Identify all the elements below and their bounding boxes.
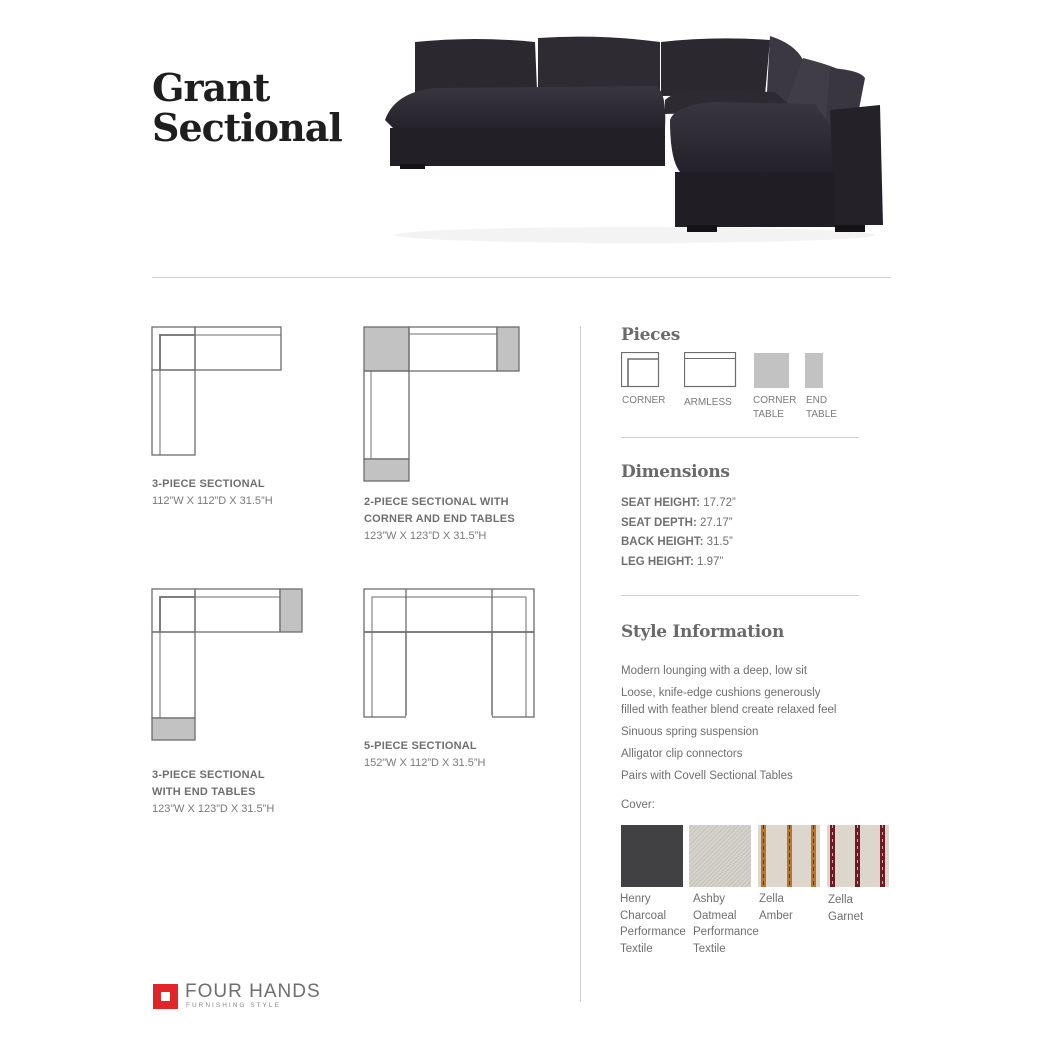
pieces-heading: Pieces — [621, 325, 680, 345]
end-table-icon — [805, 353, 823, 388]
style-features-list — [621, 663, 836, 785]
cover-name-line: Zella — [828, 894, 853, 906]
piece-label-corner-table — [753, 394, 796, 422]
feature-item: Loose, knife-edge cushions generously — [621, 687, 821, 699]
cover-name-line: Zella — [759, 893, 784, 905]
cover-name-line: Textile — [693, 942, 726, 955]
config-title-line: 3-PIECE SECTIONAL — [152, 769, 265, 781]
corner-piece-icon — [621, 352, 661, 389]
config-5-piece-sectional — [364, 738, 485, 772]
config-title: 5-PIECE SECTIONAL — [364, 740, 477, 752]
dimension-label: LEG HEIGHT: — [621, 555, 694, 568]
config-dimensions: 152”W X 112”D X 31.5”H — [364, 757, 486, 769]
armless-piece-icon — [684, 352, 738, 389]
swatch-zella-amber — [758, 825, 820, 887]
cover-name-line: Oatmeal — [693, 909, 737, 922]
dimension-seat-height — [621, 494, 736, 514]
cover-name-henry-charcoal — [620, 891, 686, 957]
piece-label-corner — [622, 394, 665, 408]
piece-label-line: CORNER — [753, 395, 797, 406]
style-info-heading: Style Information — [621, 622, 785, 642]
cover-name-ashby-oatmeal — [693, 891, 759, 957]
feature-item: Modern lounging with a deep, low sit — [621, 665, 808, 677]
cover-name-line: Charcoal — [620, 909, 667, 922]
cover-name-line: Performance — [693, 926, 759, 938]
brand-tagline: FURNISHING STYLE — [186, 1002, 281, 1009]
dimensions-divider — [621, 595, 859, 596]
feature-item: Sinuous spring suspension — [621, 726, 759, 738]
diagram-3-piece-with-end-tables — [151, 588, 306, 743]
dimension-value: 27.17” — [696, 516, 733, 529]
diagram-2-piece-with-tables — [363, 326, 521, 484]
dimension-seat-depth — [621, 514, 736, 534]
cover-name-zella-amber — [759, 891, 793, 924]
cover-name-line: Henry — [620, 893, 651, 905]
dimension-label: BACK HEIGHT: — [621, 536, 704, 548]
dimension-back-height — [621, 533, 736, 553]
config-title: 3-PIECE SECTIONAL — [152, 478, 265, 490]
cover-name-line: Performance — [620, 926, 686, 938]
dimension-value: 17.72” — [700, 497, 736, 509]
config-dimensions: 112”W X 112”D X 31.5”H — [152, 495, 273, 507]
dimensions-heading: Dimensions — [621, 462, 730, 482]
config-title-line: WITH END TABLES — [152, 786, 256, 798]
config-dimensions: 123”W X 123”D X 31.5”H — [152, 803, 275, 815]
dimension-label: SEAT DEPTH: — [621, 516, 697, 529]
swatch-ashby-oatmeal — [689, 825, 751, 887]
brand-logo-icon — [153, 984, 178, 1009]
title-line-2: Sectional — [152, 105, 342, 150]
config-title-line: CORNER AND END TABLES — [364, 513, 515, 525]
brand-name: FOUR HANDS — [185, 981, 321, 1002]
swatch-henry-charcoal — [621, 825, 683, 887]
diagram-5-piece-sectional — [363, 588, 537, 720]
config-dimensions: 123”W X 123”D X 31.5”H — [364, 530, 487, 542]
dimensions-list — [621, 494, 736, 572]
piece-label-line: CORNER — [622, 395, 666, 406]
product-image — [375, 30, 895, 245]
piece-label-line: END — [806, 395, 828, 406]
config-3-piece-sectional — [152, 476, 273, 510]
config-title-line: 2-PIECE SECTIONAL WITH — [364, 496, 509, 508]
dimension-value: 1.97” — [693, 555, 724, 568]
cover-name-line: Ashby — [693, 893, 725, 905]
config-3-piece-with-end-tables — [152, 767, 274, 818]
cover-label: Cover: — [621, 799, 655, 811]
piece-label-armless — [684, 396, 732, 410]
column-divider — [580, 326, 581, 1002]
dimension-value: 31.5” — [703, 536, 733, 548]
diagram-3-piece-sectional — [151, 326, 283, 458]
piece-label-line: ARMLESS — [684, 397, 732, 408]
cover-name-line: Amber — [759, 909, 793, 922]
title-line-1: Grant — [152, 65, 270, 110]
header-divider — [152, 277, 890, 278]
corner-table-icon — [754, 353, 789, 388]
dimension-leg-height — [621, 553, 736, 573]
cover-name-line: Garnet — [828, 910, 864, 923]
feature-item-continued: filled with feather blend create relaxed feel — [621, 704, 837, 716]
cover-name-zella-garnet — [828, 892, 863, 925]
piece-label-end-table — [806, 394, 837, 422]
cover-name-line: Textile — [620, 942, 653, 955]
swatch-zella-garnet — [827, 825, 889, 887]
piece-label-line: TABLE — [753, 409, 784, 420]
feature-item: Alligator clip connectors — [621, 748, 743, 760]
piece-label-line: TABLE — [806, 409, 837, 420]
pieces-divider — [621, 437, 859, 438]
feature-item: Pairs with Covell Sectional Tables — [621, 770, 793, 782]
page-title — [152, 65, 342, 150]
config-2-piece-with-tables — [364, 494, 515, 545]
dimension-label: SEAT HEIGHT: — [621, 497, 701, 509]
